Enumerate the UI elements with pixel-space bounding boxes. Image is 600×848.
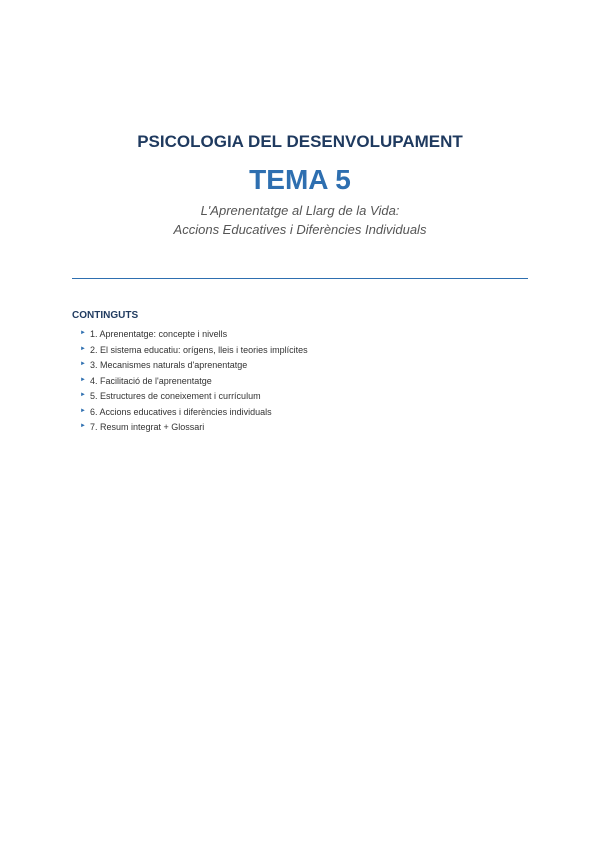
section-divider	[72, 278, 528, 279]
contents-heading: CONTINGUTS	[72, 310, 139, 321]
subject-title: PSICOLOGIA DEL DESENVOLUPAMENT	[137, 132, 463, 151]
triangle-right-icon: ►	[80, 345, 86, 352]
triangle-right-icon: ►	[80, 361, 86, 367]
contents-item-label: 6. Accions educatives i diferències individuals	[90, 406, 272, 417]
contents-item	[80, 405, 308, 421]
triangle-right-icon: ►	[80, 392, 86, 398]
contents-list	[80, 327, 308, 436]
subtitle-line-1: L'Aprenentatge al Llarg de la Vida:	[200, 203, 400, 218]
contents-item	[80, 343, 308, 359]
triangle-right-icon: ►	[80, 407, 86, 414]
triangle-right-icon: ►	[80, 376, 86, 383]
triangle-right-icon: ►	[80, 330, 86, 336]
contents-item-label: 7. Resum integrat + Glossari	[90, 422, 205, 433]
contents-item-label: 1. Aprenentatge: concepte i nivells	[90, 329, 228, 340]
contents-item-label: 4. Facilitació de l'aprenentatge	[90, 375, 212, 386]
contents-item	[80, 420, 308, 436]
contents-item-label: 2. El sistema educatiu: orígens, lleis i teories implícites	[90, 344, 308, 355]
subtitle-line-2: Accions Educatives i Diferències Individuals	[173, 222, 427, 237]
triangle-right-icon: ►	[80, 423, 86, 429]
contents-item-label: 3. Mecanismes naturals d'aprenentatge	[90, 360, 248, 371]
contents-item	[80, 389, 308, 405]
contents-item	[80, 358, 308, 374]
contents-item	[80, 327, 308, 343]
contents-item	[80, 374, 308, 390]
contents-item-label: 5. Estructures de coneixement i currículum	[90, 391, 261, 402]
topic-title: TEMA 5	[249, 164, 351, 195]
